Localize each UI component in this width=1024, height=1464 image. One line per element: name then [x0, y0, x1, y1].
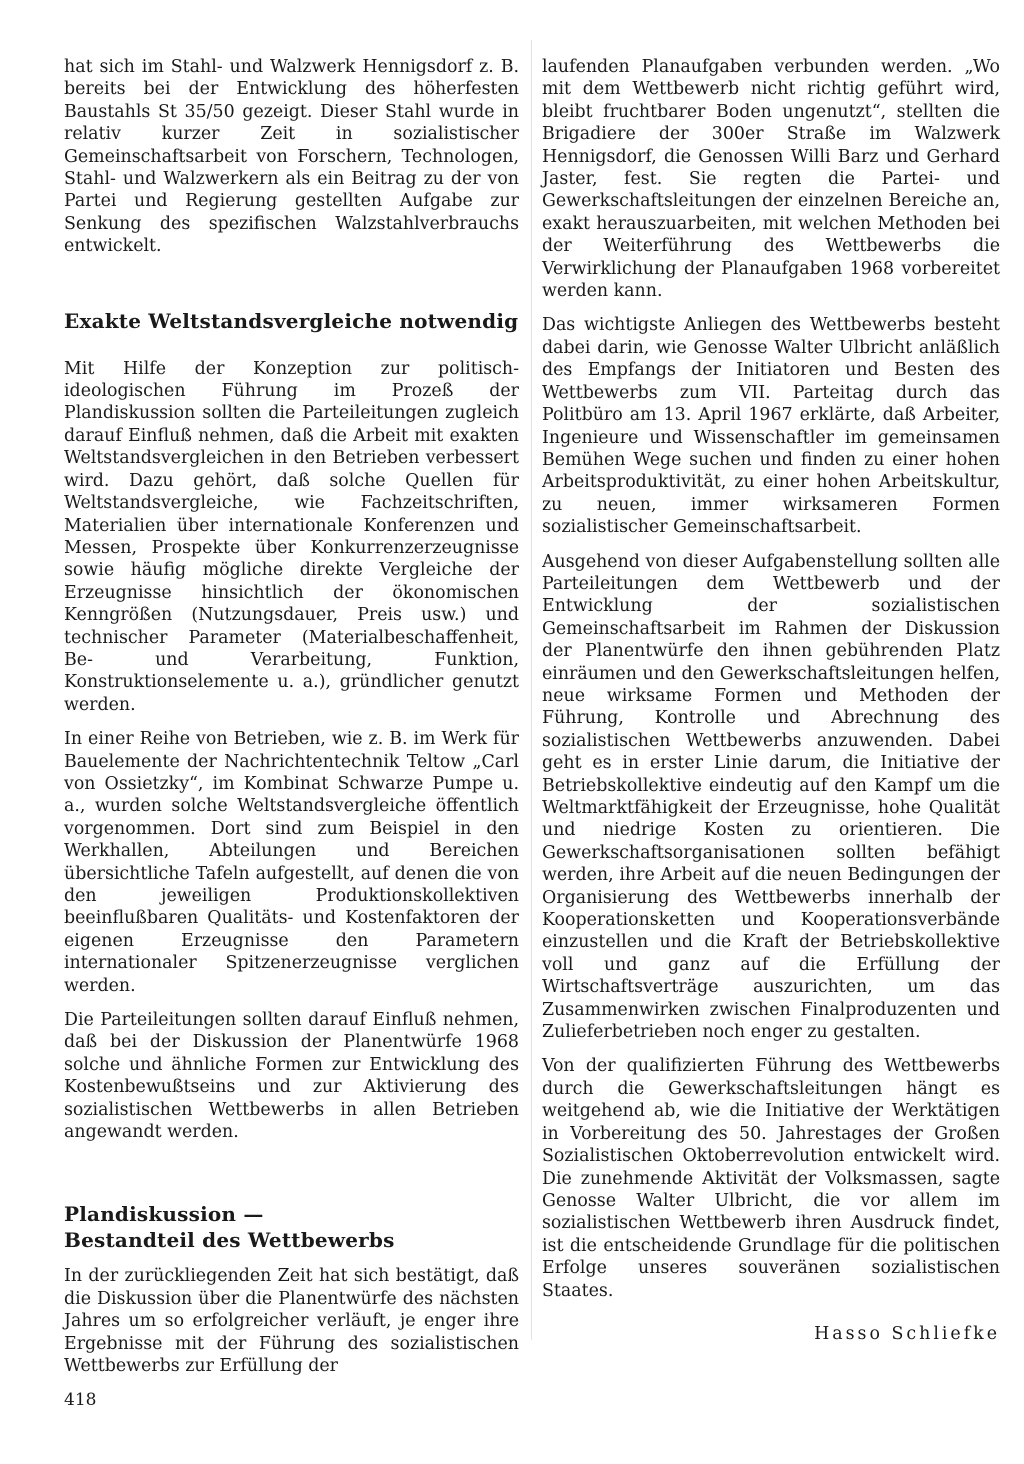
column-gutter: [531, 40, 532, 1340]
section-heading: Exakte Weltstandsvergleiche notwendig: [64, 308, 519, 333]
paragraph: Das wichtigste Anliegen des Wettbewerbs besteht dabei darin, wie Genosse Walter Ulbricht anläßlich des Empfangs der Initiatoren und Besten des Wettbewerbs zum VII. Parteitag durch das Politbüro am 13. April 1967 erklärte, daß Arbeiter, Ingenieure und Wissenschaftler im gemeinsamen Bemühen Wege suchen und finden zu einer hohen Arbeitsproduktivität, zu einer hohen Arbeitskultur, zu neuen, immer wirksameren Formen sozialistischer Gemeinschaftsarbeit.: [542, 315, 1000, 538]
paragraph: In einer Reihe von Betrieben, wie z. B. im Werk für Bauelemente der Nachrichtentechnik Teltow „Carl von Ossietzky“, im Kombinat Schwarze Pumpe u. a., wurden solche Weltstandsvergleiche öffentlich vorgenommen. Dort sind zum Beispiel in den Werkhallen, Abteilungen und Bereichen übersichtliche Tafeln aufgestellt, auf denen die von den jeweiligen Produktionskollektiven beeinflußbaren Qualitäts- und Kostenfaktoren der eigenen Erzeugnisse den Parametern internationaler Spitzenerzeugnisse verglichen werden.: [64, 729, 519, 996]
page-number: 418: [64, 1390, 97, 1410]
left-column: [64, 56, 519, 1390]
author-signature: Hasso Schliefke: [814, 1323, 1000, 1344]
section-heading-block: [64, 308, 519, 334]
paragraph: hat sich im Stahl- und Walzwerk Hennigsdorf z. B. bereits bei der Entwicklung des höherfesten Baustahls St 35/50 gezeigt. Dieser Stahl wurde in relativ kurzer Zeit in sozialistischer Gemeinschaftsarbeit von Forschern, Technologen, Stahl- und Walzwerkern als ein Beitrag zu der von Partei und Regierung gestellten Aufgabe zur Senkung des spezifischen Walzstahlverbrauchs entwickelt.: [64, 57, 519, 257]
paragraph: Mit Hilfe der Konzeption zur politisch-ideologischen Führung im Prozeß der Plandiskussion sollten die Parteileitungen zugleich darauf Einfluß nehmen, daß die Arbeit mit exakten Weltstandsvergleichen in den Betrieben verbessert wird. Dazu gehört, daß solche Quellen für Weltstandsvergleiche, wie Fachzeitschriften, Materialien über internationale Konferenzen und Messen, Prospekte über Konkurrenzerzeugnisse sowie häufig mögliche direkte Vergleiche der Erzeugnisse hinsichtlich der ökonomischen Kenngrößen (Nutzungsdauer, Preis usw.) und technischer Parameter (Materialbeschaffenheit, Be- und Verarbeitung, Funktion, Konstruktionselemente u. a.), gründlicher genutzt werden.: [64, 358, 519, 715]
paragraph: Die Parteileitungen sollten darauf Einfluß nehmen, daß bei der Diskussion der Planentwürfe 1968 solche und ähnliche Formen zur Entwicklung des Kostenbewußtseins und zur Aktivierung des sozialistischen Wettbewerbs in allen Betrieben angewandt werden.: [64, 1010, 519, 1143]
paragraph: In der zurückliegenden Zeit hat sich bestätigt, daß die Diskussion über die Planentwürfe des nächsten Jahres um so erfolgreicher verläuft, je enger ihre Ergebnisse mit der Führung des sozialistischen Wettbewerbs zur Erfüllung der: [64, 1266, 519, 1377]
paragraph: Von der qualifizierten Führung des Wettbewerbs durch die Gewerkschaftsleitungen hängt es weitgehend ab, wie die Initiative der Werktätigen in Vorbereitung des 50. Jahrestages der Großen Sozialistischen Oktoberrevolution entwickelt wird. Die zunehmende Aktivität der Volksmassen, sagte Genosse Walter Ulbricht, die vor allem im sozialistischen Wettbewerb ihren Ausdruck findet, ist die entscheidende Grundlage für die politischen Erfolge unseres souveränen sozialistischen Staates.: [542, 1056, 1000, 1301]
section-heading-block: [64, 1201, 519, 1253]
paragraph: laufenden Planaufgaben verbunden werden. „Wo mit dem Wettbewerb nicht richtig geführt wird, bleibt fruchtbarer Boden ungenutzt“, stellten die Brigadiere der 300er Straße im Walzwerk Hennigsdorf, die Genossen Willi Barz und Gerhard Jaster, fest. Sie regten die Partei- und Gewerkschaftsleitungen der einzelnen Bereiche an, exakt herauszuarbeiten, mit welchen Methoden bei der Weiterführung des Wettbewerbs die Verwirklichung der Planaufgaben 1968 vorbereitet werden kann.: [542, 57, 1000, 302]
right-column: [542, 56, 1000, 1344]
paragraph: Ausgehend von dieser Aufgabenstellung sollten alle Parteileitungen dem Wettbewerb und der Entwicklung der sozialistischen Gemeinschaftsarbeit im Rahmen der Diskussion der Planentwürfe den ihnen gebührenden Platz einräumen und den Gewerkschaftsleitungen helfen, neue wirksame Formen und Methoden der Führung, Kontrolle und Abrechnung des sozialistischen Wettbewerbs anzuwenden. Dabei geht es in erster Linie darum, die Initiative der Betriebskollektive eindeutig auf den Kampf um die Weltmarktfähigkeit der Erzeugnisse, hohe Qualität und niedrige Kosten zu orientieren. Die Gewerkschaftsorganisationen sollten befähigt werden, ihre Arbeit auf die neuen Bedingungen der Organisierung des Wettbewerbs innerhalb der Kooperationsketten und Kooperationsverbände einzustellen und die Kraft der Betriebskollektive voll und ganz auf die Erfüllung der Wirtschaftsverträge auszurichten, um das Zusammenwirken zwischen Finalproduzenten und Zulieferbetrieben noch enger zu gestalten.: [542, 551, 1000, 1043]
section-heading-line: Plandiskussion —: [64, 1202, 264, 1227]
section-heading-line: Bestandteil des Wettbewerbs: [64, 1228, 395, 1253]
